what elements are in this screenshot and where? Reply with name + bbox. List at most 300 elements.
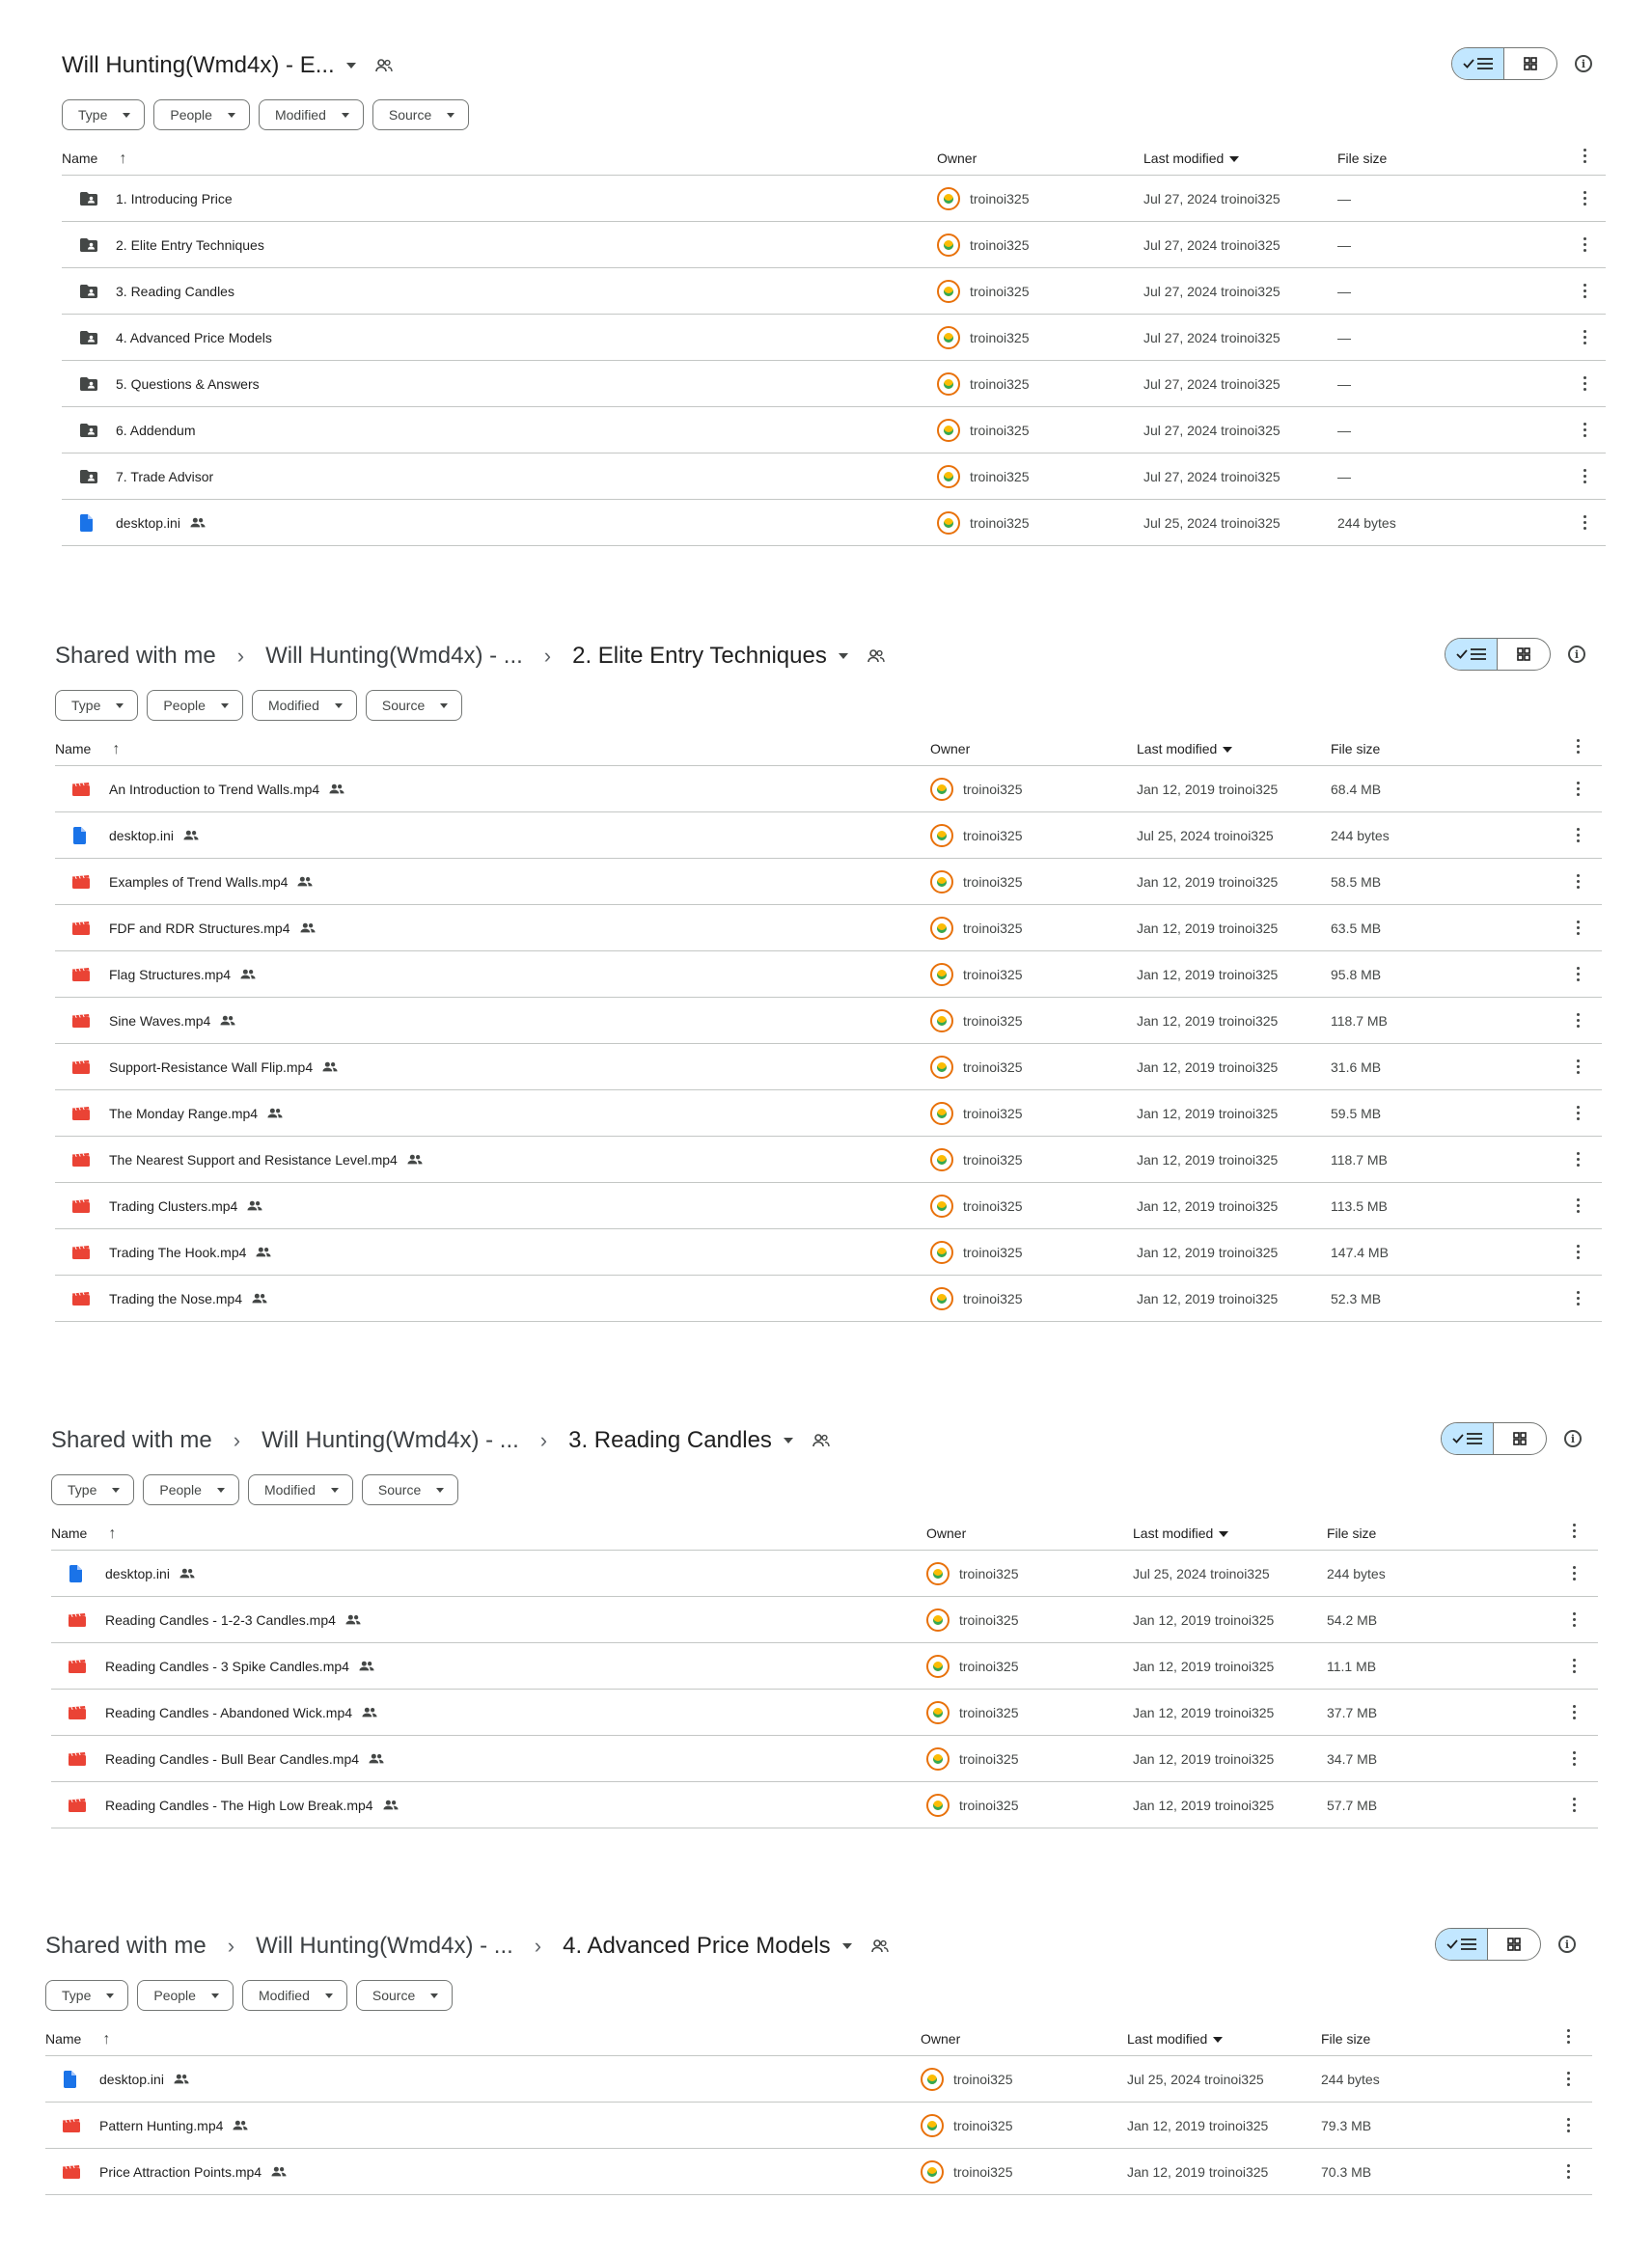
chevron-down-icon — [123, 113, 130, 118]
file-name[interactable] — [109, 1183, 262, 1228]
list-view-button[interactable] — [1442, 1423, 1494, 1454]
table-row[interactable] — [45, 2056, 1592, 2103]
owner — [930, 1229, 1023, 1275]
file-name[interactable] — [116, 454, 213, 499]
file-name[interactable] — [99, 2056, 189, 2102]
list-view-icon — [1463, 57, 1494, 70]
chevron-down-icon[interactable] — [842, 1943, 852, 1949]
table-row[interactable] — [62, 407, 1606, 454]
table-row[interactable] — [62, 500, 1606, 546]
file-name-label: An Introduction to Trend Walls.mp4 — [109, 781, 320, 797]
owner-name: troinoi325 — [959, 1797, 1019, 1813]
more-vert-icon — [1583, 423, 1586, 437]
column-header-file-size[interactable]: File size — [1331, 741, 1381, 756]
last-modified: Jan 12, 2019 troinoi325 — [1137, 1244, 1279, 1260]
arrow-up-icon[interactable]: ↑ — [112, 741, 121, 757]
row-more-actions-button[interactable] — [1576, 905, 1580, 950]
shared-folder-people-icon — [871, 1939, 889, 1953]
sort-down-icon — [1219, 1531, 1228, 1537]
grid-view-button[interactable] — [1504, 48, 1556, 79]
owner — [926, 1736, 1019, 1781]
file-name[interactable] — [105, 1782, 399, 1828]
last-modified: Jan 12, 2019 troinoi325 — [1137, 1151, 1279, 1168]
column-name-label: Name — [45, 2031, 82, 2047]
row-more-actions-button[interactable] — [1576, 812, 1580, 858]
file-name[interactable] — [109, 1229, 271, 1275]
filter-chip-modified[interactable] — [242, 1980, 347, 2011]
more-vert-icon — [1576, 1059, 1580, 1074]
file-size: 95.8 MB — [1331, 966, 1382, 982]
file-name-label: Trading Clusters.mp4 — [109, 1197, 238, 1214]
more-vert-icon — [1572, 1705, 1576, 1719]
filter-chip-source[interactable] — [362, 1474, 458, 1505]
last-modified: Jan 12, 2019 troinoi325 — [1133, 1704, 1275, 1720]
filter-chip-type[interactable] — [51, 1474, 134, 1505]
more-vert-icon — [1583, 515, 1586, 530]
row-more-actions-button[interactable] — [1572, 1690, 1576, 1735]
file-size: — — [1337, 190, 1351, 206]
more-vert-icon — [1583, 376, 1586, 391]
more-vert-icon — [1572, 1659, 1576, 1673]
list-view-icon — [1452, 1432, 1483, 1445]
people-icon — [240, 969, 256, 979]
table-row[interactable] — [55, 859, 1602, 905]
avatar — [930, 917, 953, 940]
more-vert-icon — [1566, 2029, 1570, 2044]
file-name-label: The Nearest Support and Resistance Level.mp4 — [109, 1151, 398, 1168]
filter-chip-type[interactable] — [45, 1980, 128, 2011]
owner — [937, 268, 1030, 314]
file-size: — — [1337, 468, 1351, 484]
table-row[interactable] — [55, 812, 1602, 859]
grid-view-icon — [1513, 1432, 1527, 1445]
row-more-actions-button[interactable] — [1576, 1229, 1580, 1275]
breadcrumb-item[interactable]: Will Hunting(Wmd4x) - ... — [265, 643, 523, 669]
file-name[interactable] — [109, 1276, 267, 1321]
current-folder-title[interactable]: Will Hunting(Wmd4x) - E... — [62, 52, 335, 78]
file-name[interactable] — [116, 268, 234, 314]
owner — [930, 1044, 1023, 1089]
filter-chip-label: People — [159, 1482, 202, 1498]
chevron-down-icon — [325, 1993, 333, 1998]
filter-chip-source[interactable] — [366, 690, 462, 721]
people-icon — [247, 1200, 262, 1211]
column-header-name[interactable] — [51, 1526, 116, 1543]
document-icon — [69, 1551, 88, 1596]
table-row[interactable] — [55, 951, 1602, 998]
chevron-down-icon — [217, 1488, 225, 1493]
file-name-label: Sine Waves.mp4 — [109, 1012, 211, 1029]
column-header-last-modified[interactable] — [1143, 151, 1239, 166]
arrow-up-icon[interactable]: ↑ — [102, 2031, 111, 2048]
filter-chips — [51, 1474, 458, 1505]
more-vert-icon — [1576, 1106, 1580, 1120]
people-icon — [183, 830, 199, 840]
filter-chip-people[interactable] — [153, 99, 250, 130]
sort-down-icon — [1213, 2037, 1223, 2043]
owner-name: troinoi325 — [970, 514, 1030, 531]
filter-chip-type[interactable] — [55, 690, 138, 721]
filter-chip-modified[interactable] — [259, 99, 364, 130]
owner-name: troinoi325 — [963, 1290, 1023, 1306]
more-vert-icon — [1583, 469, 1586, 483]
row-more-actions-button[interactable] — [1583, 500, 1586, 545]
avatar — [926, 1701, 950, 1724]
table-row[interactable] — [55, 1183, 1602, 1229]
owner-name: troinoi325 — [953, 2117, 1013, 2133]
shared-folder-icon — [79, 407, 98, 453]
drive-folder-panel — [45, 1925, 1592, 2250]
file-size: 54.2 MB — [1327, 1611, 1378, 1628]
filter-chip-people[interactable] — [137, 1980, 234, 2011]
owner — [930, 1183, 1023, 1228]
row-more-actions-button[interactable] — [1572, 1643, 1576, 1689]
avatar — [930, 1148, 953, 1171]
row-more-actions-button[interactable] — [1576, 766, 1580, 811]
row-more-actions-button[interactable] — [1576, 998, 1580, 1043]
avatar — [930, 870, 953, 893]
owner-name: troinoi325 — [963, 827, 1023, 843]
file-name-label: 6. Addendum — [116, 422, 196, 438]
table-row[interactable] — [51, 1690, 1598, 1736]
table-row[interactable] — [51, 1736, 1598, 1782]
file-name[interactable] — [109, 766, 344, 811]
file-size: 244 bytes — [1331, 827, 1390, 843]
row-more-actions-button[interactable] — [1583, 268, 1586, 314]
avatar — [937, 419, 960, 442]
file-size: 244 bytes — [1321, 2071, 1380, 2087]
row-more-actions-button[interactable] — [1572, 1597, 1576, 1642]
video-icon — [72, 859, 92, 904]
more-vert-icon — [1576, 1245, 1580, 1259]
table-row[interactable] — [62, 361, 1606, 407]
column-header-file-size[interactable]: File size — [1321, 2031, 1371, 2047]
table-row[interactable] — [55, 1044, 1602, 1090]
arrow-up-icon[interactable]: ↑ — [119, 151, 127, 167]
file-name-label: Reading Candles - The High Low Break.mp4 — [105, 1797, 373, 1813]
table-row[interactable] — [55, 1276, 1602, 1322]
breadcrumb-item[interactable]: Shared with me — [51, 1427, 212, 1453]
avatar — [926, 1655, 950, 1678]
video-icon — [69, 1736, 88, 1781]
table-row[interactable] — [62, 268, 1606, 315]
avatar — [937, 187, 960, 210]
table-row[interactable] — [55, 766, 1602, 812]
column-header-name[interactable] — [45, 2031, 110, 2048]
file-name[interactable] — [99, 2103, 248, 2148]
file-size: 58.5 MB — [1331, 873, 1382, 890]
breadcrumb — [51, 1419, 830, 1462]
table-row[interactable] — [45, 2103, 1592, 2149]
filter-chip-label: Source — [388, 107, 432, 123]
table-row[interactable] — [62, 454, 1606, 500]
people-icon — [407, 1154, 423, 1165]
row-more-actions-button[interactable] — [1583, 454, 1586, 499]
table-row[interactable] — [45, 2149, 1592, 2195]
filter-chip-label: People — [153, 1988, 196, 2003]
filter-chip-people[interactable] — [143, 1474, 239, 1505]
avatar — [937, 465, 960, 488]
breadcrumb-item[interactable]: Shared with me — [55, 643, 216, 669]
people-icon — [267, 1108, 283, 1118]
avatar — [930, 1241, 953, 1264]
avatar — [921, 2160, 944, 2184]
info-icon[interactable]: i — [1564, 1430, 1582, 1447]
more-options-button[interactable] — [1583, 149, 1586, 163]
more-vert-icon — [1566, 2072, 1570, 2086]
video-icon — [69, 1643, 88, 1689]
avatar — [921, 2068, 944, 2091]
more-options-button[interactable] — [1576, 739, 1580, 754]
more-vert-icon — [1576, 739, 1580, 754]
file-name[interactable] — [109, 951, 256, 997]
file-name[interactable] — [116, 500, 206, 545]
file-size: 57.7 MB — [1327, 1797, 1378, 1813]
chevron-down-icon — [221, 703, 229, 708]
filter-chip-source[interactable] — [372, 99, 469, 130]
table-row[interactable] — [55, 1137, 1602, 1183]
column-header-owner[interactable]: Owner — [926, 1526, 967, 1541]
file-name[interactable] — [109, 905, 316, 950]
row-more-actions-button[interactable] — [1583, 407, 1586, 453]
table-row[interactable] — [62, 222, 1606, 268]
video-icon — [72, 905, 92, 950]
file-size: — — [1337, 236, 1351, 253]
column-header-owner[interactable]: Owner — [921, 2031, 961, 2047]
more-options-button[interactable] — [1572, 1524, 1576, 1538]
file-name[interactable] — [116, 315, 272, 360]
more-vert-icon — [1583, 149, 1586, 163]
file-name[interactable] — [116, 222, 264, 267]
row-more-actions-button[interactable] — [1566, 2103, 1570, 2148]
column-header-owner[interactable]: Owner — [937, 151, 977, 166]
file-name[interactable] — [109, 1090, 283, 1136]
breadcrumb — [45, 1925, 889, 1967]
file-name-label: The Monday Range.mp4 — [109, 1105, 259, 1121]
breadcrumb-item[interactable]: Will Hunting(Wmd4x) - ... — [262, 1427, 519, 1453]
filter-chips — [55, 690, 462, 721]
chevron-down-icon[interactable] — [784, 1438, 793, 1443]
file-name[interactable] — [109, 1137, 423, 1182]
filter-chip-label: Type — [62, 1988, 92, 2003]
filter-chip-source[interactable] — [356, 1980, 453, 2011]
table-row[interactable] — [51, 1551, 1598, 1597]
file-name-label: Flag Structures.mp4 — [109, 966, 232, 982]
file-name[interactable] — [99, 2149, 287, 2194]
more-vert-icon — [1576, 967, 1580, 981]
file-name[interactable] — [109, 812, 199, 858]
more-vert-icon — [1576, 828, 1580, 842]
more-vert-icon — [1572, 1524, 1576, 1538]
column-modified-label: Last modified — [1133, 1526, 1214, 1541]
file-name[interactable] — [116, 407, 196, 453]
drive-folder-panel — [55, 635, 1602, 1377]
owner-name: troinoi325 — [959, 1750, 1019, 1767]
row-more-actions-button[interactable] — [1583, 361, 1586, 406]
column-header-name[interactable] — [62, 151, 126, 168]
file-name[interactable] — [116, 361, 260, 406]
video-icon — [72, 1183, 92, 1228]
row-more-actions-button[interactable] — [1566, 2149, 1570, 2194]
row-more-actions-button[interactable] — [1576, 1276, 1580, 1321]
column-header-owner[interactable]: Owner — [930, 741, 971, 756]
filter-chip-modified[interactable] — [248, 1474, 353, 1505]
table-row[interactable] — [51, 1643, 1598, 1690]
table-row[interactable] — [55, 1229, 1602, 1276]
row-more-actions-button[interactable] — [1583, 222, 1586, 267]
file-name[interactable] — [116, 176, 233, 221]
owner-name: troinoi325 — [963, 1151, 1023, 1168]
avatar — [937, 511, 960, 535]
video-icon — [69, 1690, 88, 1735]
grid-view-button[interactable] — [1494, 1423, 1546, 1454]
info-icon[interactable]: i — [1575, 55, 1592, 72]
file-name-label: Examples of Trend Walls.mp4 — [109, 873, 289, 890]
last-modified: Jan 12, 2019 troinoi325 — [1127, 2163, 1269, 2180]
row-more-actions-button[interactable] — [1572, 1551, 1576, 1596]
file-name[interactable] — [105, 1690, 377, 1735]
current-folder-title[interactable]: 4. Advanced Price Models — [563, 1933, 831, 1959]
grid-view-button[interactable] — [1488, 1929, 1540, 1960]
sort-down-icon — [1229, 156, 1239, 162]
column-header-last-modified[interactable] — [1133, 1526, 1228, 1541]
file-name-label: FDF and RDR Structures.mp4 — [109, 920, 290, 936]
file-name[interactable] — [105, 1551, 195, 1596]
row-more-actions-button[interactable] — [1576, 1090, 1580, 1136]
file-size: — — [1337, 329, 1351, 345]
file-name[interactable] — [105, 1736, 384, 1781]
filter-chip-label: Source — [372, 1988, 416, 2003]
row-more-actions-button[interactable] — [1572, 1782, 1576, 1828]
avatar — [937, 326, 960, 349]
people-icon — [345, 1614, 361, 1625]
last-modified: Jan 12, 2019 troinoi325 — [1137, 1197, 1279, 1214]
chevron-down-icon[interactable] — [839, 653, 848, 659]
avatar — [937, 234, 960, 257]
grid-view-icon — [1524, 57, 1537, 70]
file-name-label: Price Attraction Points.mp4 — [99, 2163, 262, 2180]
owner-name: troinoi325 — [953, 2163, 1013, 2180]
file-size: — — [1337, 422, 1351, 438]
video-icon — [69, 1597, 88, 1642]
table-row[interactable] — [55, 1090, 1602, 1137]
list-view-button[interactable] — [1446, 639, 1498, 670]
avatar — [930, 1195, 953, 1218]
row-more-actions-button[interactable] — [1583, 315, 1586, 360]
owner — [930, 812, 1023, 858]
row-more-actions-button[interactable] — [1576, 1137, 1580, 1182]
more-vert-icon — [1583, 191, 1586, 206]
file-name[interactable] — [109, 859, 313, 904]
row-more-actions-button[interactable] — [1576, 1044, 1580, 1089]
chevron-right-icon: › — [236, 644, 245, 668]
row-more-actions-button[interactable] — [1566, 2056, 1570, 2102]
file-size: 118.7 MB — [1331, 1151, 1388, 1168]
file-size: 113.5 MB — [1331, 1197, 1388, 1214]
row-more-actions-button[interactable] — [1576, 859, 1580, 904]
column-header-last-modified[interactable] — [1137, 741, 1232, 756]
more-vert-icon — [1572, 1751, 1576, 1766]
more-options-button[interactable] — [1566, 2029, 1570, 2044]
owner — [926, 1782, 1019, 1828]
owner — [930, 905, 1023, 950]
file-name-label: 5. Questions & Answers — [116, 375, 260, 392]
info-icon[interactable]: i — [1568, 646, 1585, 663]
avatar — [930, 1287, 953, 1310]
breadcrumb — [62, 44, 393, 87]
list-view-button[interactable] — [1436, 1929, 1488, 1960]
list-view-icon — [1446, 1938, 1477, 1951]
column-header-file-size[interactable]: File size — [1337, 151, 1388, 166]
table-row[interactable] — [62, 176, 1606, 222]
info-icon[interactable]: i — [1558, 1936, 1576, 1953]
column-header-file-size[interactable]: File size — [1327, 1526, 1377, 1541]
sort-down-icon — [1223, 747, 1232, 753]
list-view-button[interactable] — [1452, 48, 1504, 79]
filter-chip-label: Modified — [263, 1482, 316, 1498]
row-more-actions-button[interactable] — [1583, 176, 1586, 221]
filter-chip-type[interactable] — [62, 99, 145, 130]
table-row[interactable] — [55, 905, 1602, 951]
chevron-down-icon[interactable] — [346, 63, 356, 69]
column-header-name[interactable] — [55, 741, 120, 758]
owner-name: troinoi325 — [953, 2071, 1013, 2087]
row-more-actions-button[interactable] — [1572, 1736, 1576, 1781]
avatar — [930, 963, 953, 986]
file-name[interactable] — [105, 1597, 361, 1642]
current-folder-title[interactable]: 3. Reading Candles — [568, 1427, 772, 1453]
table-row[interactable] — [55, 998, 1602, 1044]
owner-name: troinoi325 — [963, 1012, 1023, 1029]
file-name[interactable] — [109, 1044, 338, 1089]
table-row[interactable] — [62, 315, 1606, 361]
file-name[interactable] — [105, 1643, 374, 1689]
chevron-down-icon — [106, 1993, 114, 1998]
document-icon — [79, 500, 98, 545]
table-row[interactable] — [51, 1782, 1598, 1828]
breadcrumb-item[interactable]: Shared with me — [45, 1933, 206, 1959]
owner-name: troinoi325 — [970, 283, 1030, 299]
owner — [937, 222, 1030, 267]
more-vert-icon — [1583, 330, 1586, 344]
more-vert-icon — [1566, 2118, 1570, 2132]
column-name-label: Name — [55, 741, 92, 756]
grid-view-button[interactable] — [1498, 639, 1550, 670]
owner-name: troinoi325 — [963, 920, 1023, 936]
row-more-actions-button[interactable] — [1576, 951, 1580, 997]
arrow-up-icon[interactable]: ↑ — [108, 1526, 117, 1542]
file-name-label: Pattern Hunting.mp4 — [99, 2117, 224, 2133]
breadcrumb-item[interactable]: Will Hunting(Wmd4x) - ... — [256, 1933, 513, 1959]
file-name-label: 4. Advanced Price Models — [116, 329, 272, 345]
video-icon — [63, 2103, 82, 2148]
filter-chip-label: Type — [71, 698, 101, 713]
filter-chip-modified[interactable] — [252, 690, 357, 721]
shared-folder-people-icon — [375, 59, 393, 72]
file-size: 147.4 MB — [1331, 1244, 1389, 1260]
file-name[interactable] — [109, 998, 235, 1043]
filter-chip-people[interactable] — [147, 690, 243, 721]
last-modified: Jul 27, 2024 troinoi325 — [1143, 283, 1280, 299]
video-icon — [72, 766, 92, 811]
avatar — [926, 1562, 950, 1585]
table-row[interactable] — [51, 1597, 1598, 1643]
row-more-actions-button[interactable] — [1576, 1183, 1580, 1228]
column-header-last-modified[interactable] — [1127, 2031, 1223, 2047]
owner — [930, 1137, 1023, 1182]
more-vert-icon — [1576, 782, 1580, 796]
current-folder-title[interactable]: 2. Elite Entry Techniques — [572, 643, 827, 669]
